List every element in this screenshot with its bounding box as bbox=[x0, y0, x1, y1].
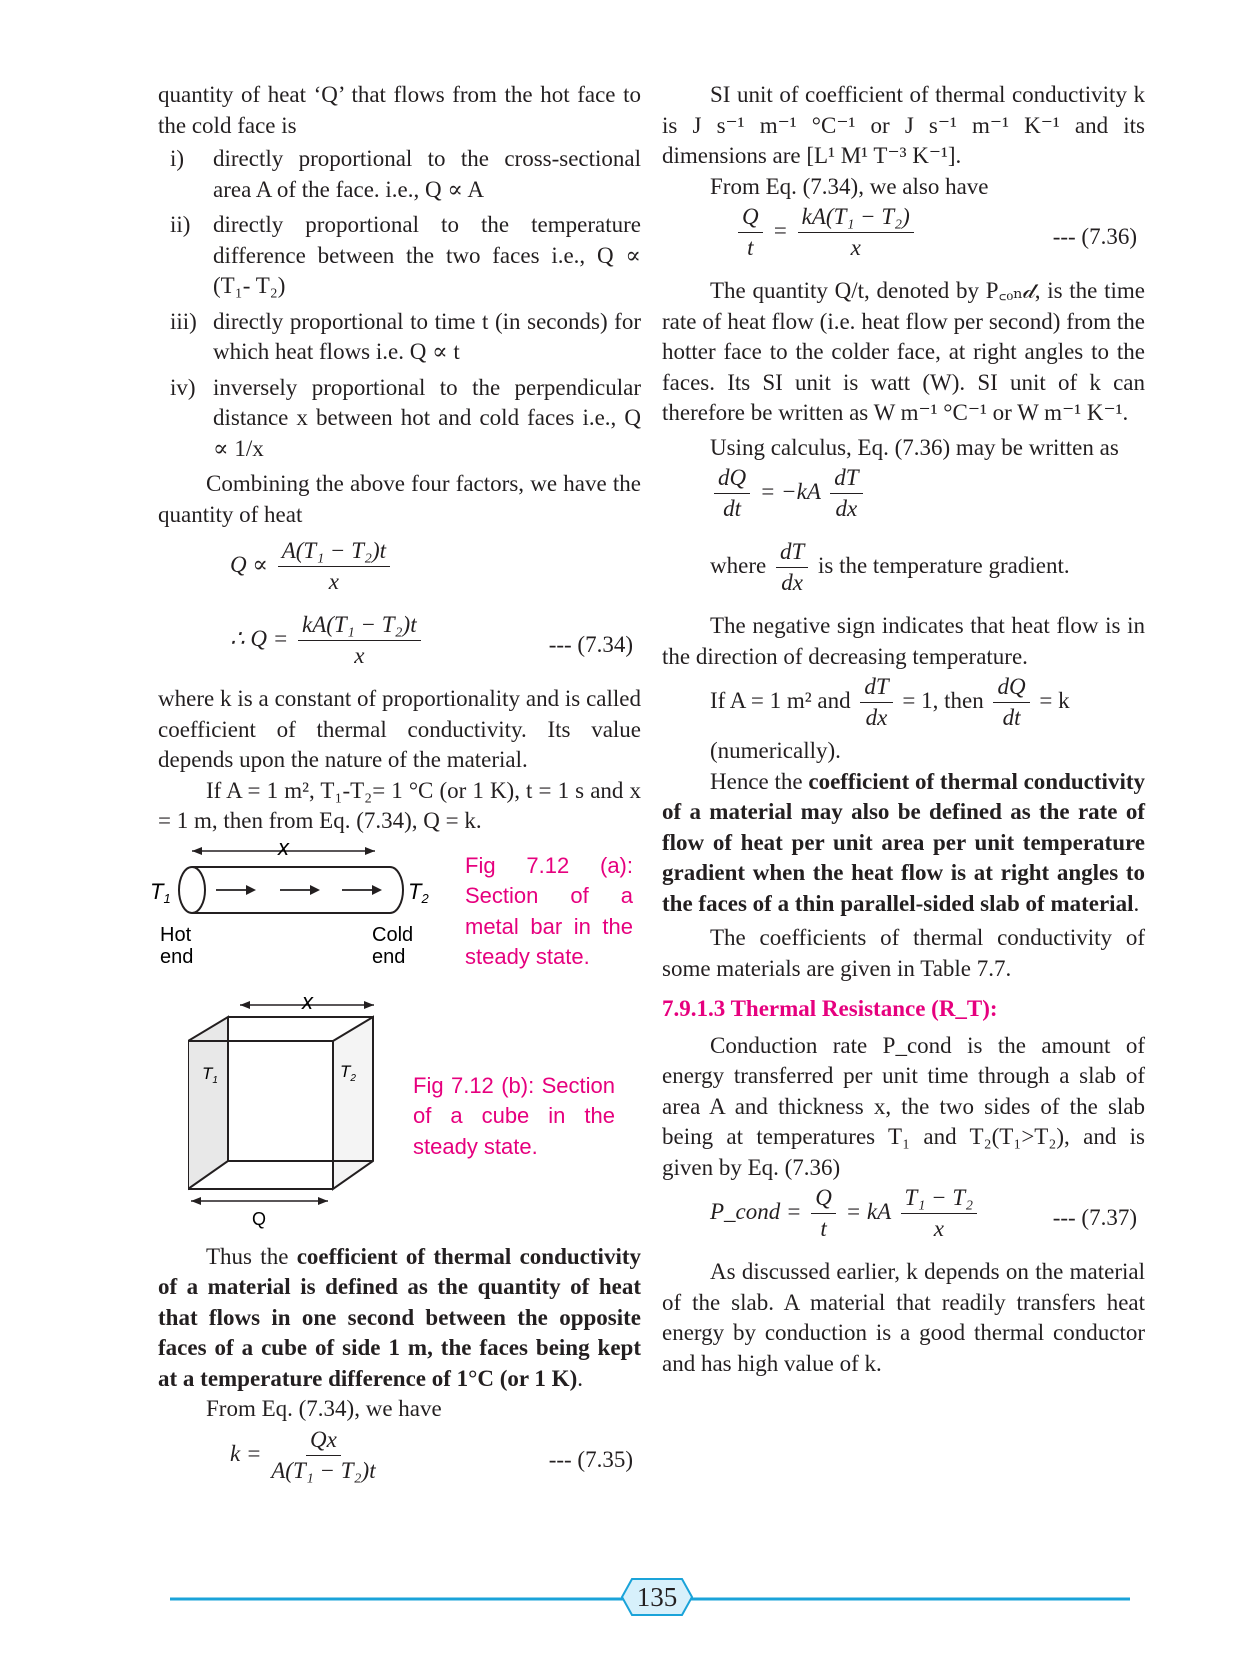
list-item: iii) directly proportional to time t (in seconds) for which heat flows i.e. Q ∝ t bbox=[170, 308, 641, 364]
figure-7-12-b bbox=[158, 989, 641, 1234]
hence-paragraph: Hence the coefficient of thermal conductivity of a material may also be defined as the rate of flow of heat per unit area per unit temperature gradient when the heat flow is at right angles to the faces of a thin parallel-sided slab of material. bbox=[662, 768, 1145, 916]
equation-7-34: ∴ Q = $\frac{\text{kA(T₁ − T₂)t}}{x}$ --- (7.34) bbox=[230, 612, 633, 668]
q-label: Q bbox=[252, 1208, 267, 1229]
list-item: i) directly proportional to the cross-sectional area A of the face. i.e., Q ∝ A bbox=[170, 146, 641, 202]
metal-bar-diagram bbox=[150, 841, 440, 981]
quantity-paragraph: The quantity Q/t, denoted by P꜀ₒₙ𝒹, is the time rate of heat flow (i.e. heat flow per second) from the hotter face to the colder face, at right angles to the faces. Its SI unit is watt (W). SI unit of k can therefore be written as W m⁻¹ °C⁻¹ or W m⁻¹ K⁻¹. bbox=[662, 278, 1145, 425]
negative-paragraph: The negative sign indicates that heat flow is in the direction of decreasing temperature. bbox=[662, 613, 1145, 669]
equation-number: --- (7.34) bbox=[548, 632, 633, 657]
cold-label: Cold bbox=[372, 923, 414, 946]
from-eq-paragraph: From Eq. (7.34), we also have bbox=[710, 173, 989, 199]
x-label: x bbox=[278, 840, 289, 860]
equation-number: --- (7.37) bbox=[1052, 1205, 1137, 1230]
hot-end-label: end bbox=[160, 945, 194, 968]
page-number-badge bbox=[620, 1577, 694, 1617]
page-number: 135 bbox=[636, 1582, 678, 1612]
list-item: iv) inversely proportional to the perpendicular distance x between hot and cold faces i.e., Q ∝ 1/x bbox=[170, 374, 641, 461]
coefficients-paragraph: The coefficients of thermal conductivity of some materials are given in Table 7.7. bbox=[662, 925, 1145, 981]
equation-number: --- (7.35) bbox=[548, 1446, 633, 1472]
figure-7-12-a bbox=[150, 840, 641, 981]
discussed-paragraph: As discussed earlier, k depends on the material of the slab. A material that readily transfers heat energy by conduction is a good thermal conductor and has high value of k. bbox=[662, 1259, 1145, 1376]
t1-label: T1 bbox=[150, 878, 171, 906]
si-unit-paragraph: SI unit of coefficient of thermal conductivity k is J s⁻¹ m⁻¹ °C⁻¹ or J s⁻¹ m⁻¹ K⁻¹ and its dimensions are [L¹ M¹ T⁻³ K⁻¹]. bbox=[662, 82, 1145, 168]
where-k-paragraph: where k is a constant of proportionality and is called coefficient of thermal conductivity. Its value depends upon the nature of the material. bbox=[158, 686, 641, 772]
equation-proportional: Q ∝ $\frac{\text{A(T₁ − T₂)t}}{x}$ bbox=[158, 536, 641, 610]
numerically-text: (numerically). bbox=[710, 738, 841, 763]
equation-7-35: k = $\frac{Qx}{\text{A(T₁ − T₂)t}}$ --- (7.35) bbox=[230, 1426, 633, 1483]
equation-7-37: P_cond = $\frac{Q}{t}$ = kA $\frac{\text{T₁ − T₂}}{x}$ --- (7.37) bbox=[710, 1185, 1137, 1241]
gradient-line: where $\frac{dT}{dx}$ is the temperature gradient. bbox=[710, 539, 1070, 595]
x-label: x bbox=[302, 988, 313, 1014]
calculus-paragraph: Using calculus, Eq. (7.36) may be written as bbox=[710, 434, 1119, 460]
equation-7-36: $\frac{Q}{t}$ = $\frac{\text{kA(T₁ − T₂)}}{x}$ --- (7.36) bbox=[662, 202, 1145, 276]
left-column bbox=[150, 80, 641, 1499]
equation-number: --- (7.36) bbox=[1052, 224, 1137, 249]
figure-b-caption: Fig 7.12 (b): Section of a cube in the steady state. bbox=[413, 1072, 615, 1159]
right-column bbox=[662, 80, 1145, 1379]
cold-end-label: end bbox=[372, 945, 406, 968]
intro-paragraph: quantity of heat ‘Q’ that flows from the hot face to the cold face is bbox=[158, 82, 641, 138]
if-a-paragraph: If A = 1 m², T₁-T₂= 1 °C (or 1 K), t = 1 s and x = 1 m, then from Eq. (7.34), Q = k. bbox=[158, 777, 641, 833]
t2-label: $T_2$ bbox=[340, 1061, 356, 1084]
equation-differential: $\frac{dQ}{dt}$ = −kA $\frac{dT}{dx}$ bbox=[662, 463, 1145, 537]
from-eq-paragraph: From Eq. (7.34), we have bbox=[206, 1396, 442, 1421]
figure-a-caption: Fig 7.12 (a): Section of a metal bar in the steady state. bbox=[465, 852, 633, 969]
if-a-line: If A = 1 m² and $\frac{dT}{dx}$ = 1, then $\frac{dQ}{dt}$ = k bbox=[710, 674, 1070, 730]
section-heading: 7.9.1.3 Thermal Resistance (R_T): bbox=[662, 996, 998, 1021]
hot-label: Hot bbox=[160, 923, 192, 946]
list-item: ii) directly proportional to the temperature difference between the two faces i.e., Q ∝ (T₁- T₂) bbox=[170, 212, 641, 298]
combining-paragraph: Combining the above four factors, we have the quantity of heat bbox=[158, 471, 641, 527]
t1-label: $T_1$ bbox=[202, 1063, 218, 1086]
t2-label: T2 bbox=[408, 878, 429, 906]
conduction-paragraph: Conduction rate P_cond is the amount of energy transferred per unit time through a slab of area A and thickness x, the two sides of the slab being at temperatures T₁ and T₂(T₁>T₂), and is given by Eq. (7.36) bbox=[662, 1032, 1145, 1180]
cube-diagram bbox=[188, 989, 448, 1234]
thus-paragraph: Thus the coefficient of thermal conductivity of a material is defined as the quantity of heat that flows in one second between the opposite faces of a cube of side 1 m, the faces being kept at a temperature difference of 1°C (or 1 K). bbox=[158, 1243, 641, 1391]
